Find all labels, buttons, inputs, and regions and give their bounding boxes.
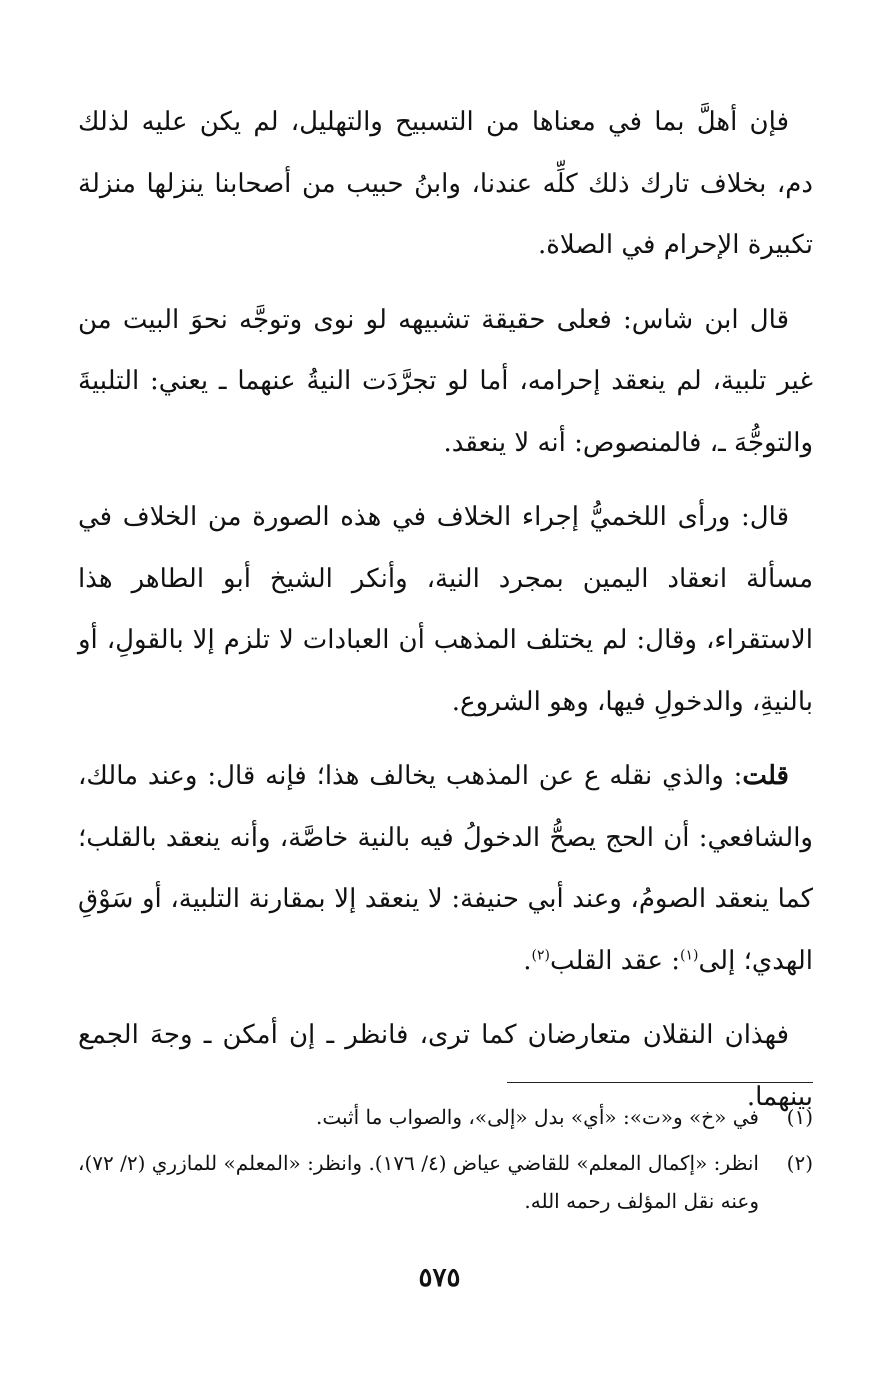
main-text: [78, 92, 813, 1141]
footnote-separator: [507, 1082, 813, 1083]
footnote-1: [78, 1098, 813, 1136]
footnote-ref-2[interactable]: (٢): [531, 946, 550, 963]
paragraph-4: [78, 746, 813, 992]
paragraph-text: فهذان النقلان متعارضان كما ترى، فانظر ـ إن أمكن ـ وجهَ الجمع بينهما.: [78, 1020, 813, 1112]
footnote-number: (١): [786, 1105, 813, 1129]
paragraph-1: [78, 92, 813, 277]
footnote-number: (٢): [786, 1151, 813, 1175]
footnote-2: [78, 1144, 813, 1220]
page-number: ٥٧٥: [418, 1263, 461, 1293]
footnotes: [78, 1098, 813, 1228]
paragraph-text: : والذي نقله ع عن المذهب يخالف هذا؛ فإنه قال: وعند مالك، والشافعي: أن الحج يصحُّ الدخولُ فيه بالنية خاصَّة، وأنه ينعقد بالقلب؛ كما ينعقد الصومُ، وعند أبي حنيفة: لا ينعقد إلا بمقارنة التلبية، أو سَوْقِ الهدي؛ إلى: [78, 761, 813, 976]
paragraph-2: [78, 290, 813, 475]
paragraph-text-continued: : عقد القلب: [550, 945, 681, 976]
footnote-ref-1[interactable]: (١): [680, 946, 699, 963]
paragraph-text: قال: ورأى اللخميُّ إجراء الخلاف في هذه الصورة من الخلاف في مسألة انعقاد اليمين بمجرد النية، وأنكر الشيخ أبو الطاهر هذا الاستقراء، وقال: لم يختلف المذهب أن العبادات لا تلزم إلا بالقولِ، أو بالنيةِ، والدخولِ فيها، وهو الشروع.: [78, 502, 813, 717]
paragraph-text: فإن أهلَّ بما في معناها من التسبيح والتهليل، لم يكن عليه لذلك دم، بخلاف تارك ذلك كلِّه عندنا، وابنُ حبيب من أصحابنا ينزلها منزلة تكبيرة الإحرام في الصلاة.: [78, 107, 813, 260]
footnote-text: في «خ» و«ت»: «أي» بدل «إلى»، والصواب ما أثبت.: [315, 1105, 759, 1129]
footnote-text: انظر: «إكمال المعلم» للقاضي عياض (٤/ ١٧٦). وانظر: «المعلم» للمازري (٢/ ٧٢)، وعنه نقل المؤلف رحمه الله.: [78, 1151, 759, 1213]
paragraph-3: [78, 487, 813, 733]
paragraph-text: قال ابن شاس: فعلى حقيقة تشبيهه لو نوى وتوجَّه نحوَ البيت من غير تلبية، لم ينعقد إحرامه، أما لو تجرَّدَت النيةُ عنهما ـ يعني: التلبيةَ والتوجُّهَ ـ، فالمنصوص: أنه لا ينعقد.: [78, 304, 813, 458]
paragraph-lead-word: قلت: [742, 761, 789, 791]
paragraph-text-end: .: [523, 945, 532, 976]
